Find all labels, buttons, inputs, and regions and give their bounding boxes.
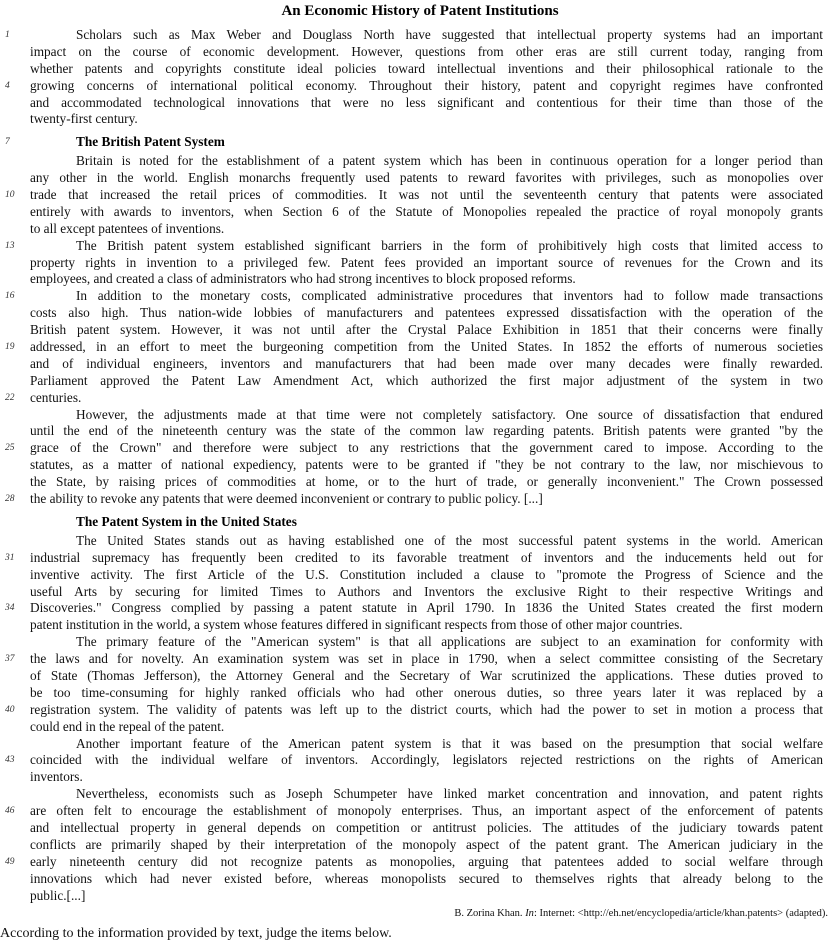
text-line xyxy=(5,339,823,356)
text-line xyxy=(30,871,823,888)
text-line xyxy=(30,685,823,702)
line-text: trade that increased the retail prices of commodities. It was not until the seventeenth century that patents were associated xyxy=(30,187,823,203)
text-line xyxy=(30,423,823,440)
text-body xyxy=(5,27,823,904)
text-line xyxy=(30,769,823,786)
line-text: and intellectual property in general depends on competition or antitrust policies. The attitudes of the judiciary towards patent xyxy=(30,819,823,835)
line-number: 4 xyxy=(5,80,10,91)
text-line xyxy=(30,322,823,339)
text-line xyxy=(30,373,823,390)
line-text: Scholars such as Max Weber and Douglass North have suggested that intellectual property systems had an important xyxy=(76,27,823,42)
text-line xyxy=(30,634,823,651)
source-citation xyxy=(30,907,828,920)
line-text: any other in the world. English monarchs frequently used patents to reward favorites with privileges, such as monopolies over xyxy=(30,170,823,186)
text-line xyxy=(5,77,823,95)
line-number: 43 xyxy=(5,755,15,766)
text-line xyxy=(30,153,823,170)
line-text: The British Patent System xyxy=(76,134,225,150)
text-line xyxy=(5,600,823,617)
line-number: 1 xyxy=(5,30,10,40)
line-text: are often felt to encourage the establishment of monopoly enterprises. Thus, an important aspect of the enforcement of patents xyxy=(30,803,823,819)
line-text: British patent system. However, it was not until after the Crystal Palace Exhibition in 1851 that their concerns were finally xyxy=(30,322,823,338)
text-line xyxy=(30,305,823,322)
text-line xyxy=(5,803,823,820)
text-line xyxy=(30,356,823,373)
text-line xyxy=(30,407,823,424)
text-line xyxy=(5,187,823,204)
line-text: early nineteenth century did not recognize patents as monopolies, arguing that patentees added to social welfare through xyxy=(30,853,823,869)
line-text: The United States stands out as having established one of the most successful patent systems in the world. American xyxy=(76,532,823,548)
line-text: patent institution in the world, a system whose features differed in significant respects from those of other major countries. xyxy=(30,617,683,633)
text-line xyxy=(30,271,823,288)
line-text: Parliament approved the Patent Law Amendment Act, which authorized the first major adjustment of the system in two xyxy=(30,372,823,388)
text-line xyxy=(30,617,823,634)
document-title: An Economic History of Patent Institutions xyxy=(281,3,559,19)
line-text: Discoveries." Congress complied by passing a patent statute in April 1790. In 1836 the United States created the first modern xyxy=(30,600,823,616)
line-number: 34 xyxy=(5,603,15,614)
line-text: until the end of the nineteenth century was the state of the common law regarding patents. British patents were granted "by the xyxy=(30,423,823,439)
line-text: statutes, as a matter of national expediency, patents were to be granted if "they be not contrary to the law, nor mischievous to xyxy=(30,457,823,473)
line-text: the State, by raising prices of commodities at home, or to the hurt of trade, or generally inconvenient." The Crown possessed xyxy=(30,474,823,490)
line-text: the laws and for novelty. An examination system was set in place in 1790, when a select committee consisting of the Secretary xyxy=(30,651,823,667)
text-line xyxy=(5,853,823,871)
line-text: innovations which had never existed before, whereas monopolists secured to themselves rights that already belong to the xyxy=(30,870,823,886)
text-line xyxy=(5,701,823,719)
line-number: 16 xyxy=(5,291,15,302)
line-number: 10 xyxy=(5,190,15,201)
instruction-text: According to the information provided by text, judge the items below. xyxy=(0,926,392,942)
line-number: 22 xyxy=(5,392,15,403)
text-line xyxy=(30,837,823,854)
text-line xyxy=(5,651,823,668)
line-text: useful Arts by securing for limited Times to Authors and Inventors the exclusive Right to their respective Writings and xyxy=(30,583,823,599)
line-text: However, the adjustments made at that time were not completely satisfactory. One source of dissatisfaction that endured xyxy=(76,406,823,422)
text-line xyxy=(30,567,823,584)
line-text: public.[...] xyxy=(30,887,86,903)
text-line xyxy=(30,170,823,187)
line-text: employees, and created a class of administrators who had strong incentives to block proposed reforms. xyxy=(30,271,576,287)
text-line xyxy=(5,237,823,255)
line-number: 13 xyxy=(5,240,15,251)
text-line xyxy=(5,27,823,44)
text-line xyxy=(30,111,823,128)
line-text: twenty-first century. xyxy=(30,111,138,127)
line-text: inventors. xyxy=(30,769,83,785)
line-text: The Patent System in the United States xyxy=(76,513,297,529)
line-text: industrial supremacy has frequently been credited to its favorable treatment of inventors and the inducements held out for xyxy=(30,549,823,565)
citation-in-label: In xyxy=(525,908,534,920)
text-line xyxy=(30,204,823,221)
text-line xyxy=(30,457,823,474)
line-text: property rights in invention to a privileged few. Patent fees provided an important source of revenues for the Crown and its xyxy=(30,254,823,270)
text-line xyxy=(5,389,823,407)
line-number: 40 xyxy=(5,704,15,715)
line-number: 46 xyxy=(5,806,15,817)
text-line xyxy=(5,440,823,457)
line-text: entirely with awards to inventors, when Section 6 of the Statute of Monopolies repealed the practice of royal monopoly grants xyxy=(30,203,823,219)
line-text: addressed, in an effort to meet the burgeoning competition from the United States. In 1852 the efforts of numerous societies xyxy=(30,339,823,355)
line-text: Nevertheless, economists such as Joseph Schumpeter have linked market concentration and innovation, and patent rights xyxy=(76,786,823,802)
text-line xyxy=(30,820,823,837)
text-line xyxy=(30,668,823,685)
line-number: 28 xyxy=(5,494,15,505)
line-number: 19 xyxy=(5,342,15,353)
text-line xyxy=(5,491,823,508)
line-text: conflicts are primarily shaped by their interpretation of the monopoly aspect of the patent grant. The American judiciary in the xyxy=(30,836,823,852)
line-text: In addition to the monetary costs, complicated administrative procedures that inventors had to follow made transactions xyxy=(76,288,823,304)
line-text: to all except patentees of inventions. xyxy=(30,220,225,236)
line-text: registration system. The validity of patents was left up to the district courts, which had the power to set in motion a process that xyxy=(30,701,823,717)
text-line xyxy=(30,44,823,61)
text-line xyxy=(30,533,823,550)
line-text: Britain is noted for the establishment of a patent system which has been in continuous operation for a longer period than xyxy=(76,153,823,169)
citation-source: : Internet: <http://eh.net/encyclopedia/article/khan.patents> (adapted). xyxy=(533,908,828,920)
line-text: coincided with the individual welfare of inventors. Accordingly, legislators rejected restrictions on the rights of American xyxy=(30,752,823,768)
line-number: 31 xyxy=(5,552,15,563)
text-line xyxy=(30,514,823,531)
line-text: impact on the course of economic development. However, questions from other eras are still current today, ranging from xyxy=(30,43,823,59)
text-line xyxy=(5,134,823,151)
line-text: could end in the repeal of the patent. xyxy=(30,718,225,734)
text-line xyxy=(30,474,823,491)
line-text: The primary feature of the "American system" is that all applications are subject to an examination for conformity with xyxy=(76,634,823,650)
line-text: the ability to revoke any patents that were deemed inconvenient or contrary to public policy. [...] xyxy=(30,491,543,507)
text-line xyxy=(30,221,823,238)
text-line xyxy=(30,888,823,905)
text-line xyxy=(5,549,823,567)
text-line xyxy=(30,584,823,601)
line-number: 37 xyxy=(5,654,15,665)
line-text: The British patent system established significant barriers in the form of prohibitively high costs that limited access to xyxy=(76,237,823,253)
text-line xyxy=(5,288,823,305)
line-text: inventive activity. The first Article of the U.S. Constitution included a clause to "promote the Progress of Science and the xyxy=(30,566,823,582)
line-text: whether patents and copyrights constitute ideal policies toward intellectual inventions and their philosophical rationale to the xyxy=(30,60,823,76)
text-line xyxy=(30,736,823,753)
text-line xyxy=(30,95,823,112)
line-text: costs also high. Thus nation-wide lobbies of manufacturers and patentees expressed dissatisfaction with the operation of the xyxy=(30,305,823,321)
line-number: 25 xyxy=(5,443,15,454)
text-line xyxy=(5,752,823,769)
text-line xyxy=(30,61,823,78)
line-text: growing concerns of international political economy. Throughout their history, patent and copyright regimes have confronted xyxy=(30,77,823,93)
line-text: of State (Thomas Jefferson), the Attorney General and the Secretary of War scrutinized the applications. These duties proved to xyxy=(30,667,823,683)
line-text: and of individual engineers, inventors and manufacturers that had been made over many decades were finally rewarded. xyxy=(30,355,823,371)
line-number: 7 xyxy=(5,137,10,148)
line-text: and accommodated technological innovations that were no less significant and contentious for their time than those of the xyxy=(30,94,823,110)
line-text: grace of the Crown" and therefore were subject to any restrictions that the government cared to impose. According to the xyxy=(30,440,823,456)
line-text: Another important feature of the American patent system is that it was based on the presumption that social welfare xyxy=(76,735,823,751)
line-text: be too time-consuming for highly ranked officials who had other onerous duties, so three years later it was replaced by a xyxy=(30,684,823,700)
text-line xyxy=(30,719,823,736)
citation-author: B. Zorina Khan. xyxy=(454,908,526,920)
text-line xyxy=(30,786,823,803)
line-number: 49 xyxy=(5,856,15,867)
text-line xyxy=(30,255,823,272)
line-text: centuries. xyxy=(30,389,82,405)
